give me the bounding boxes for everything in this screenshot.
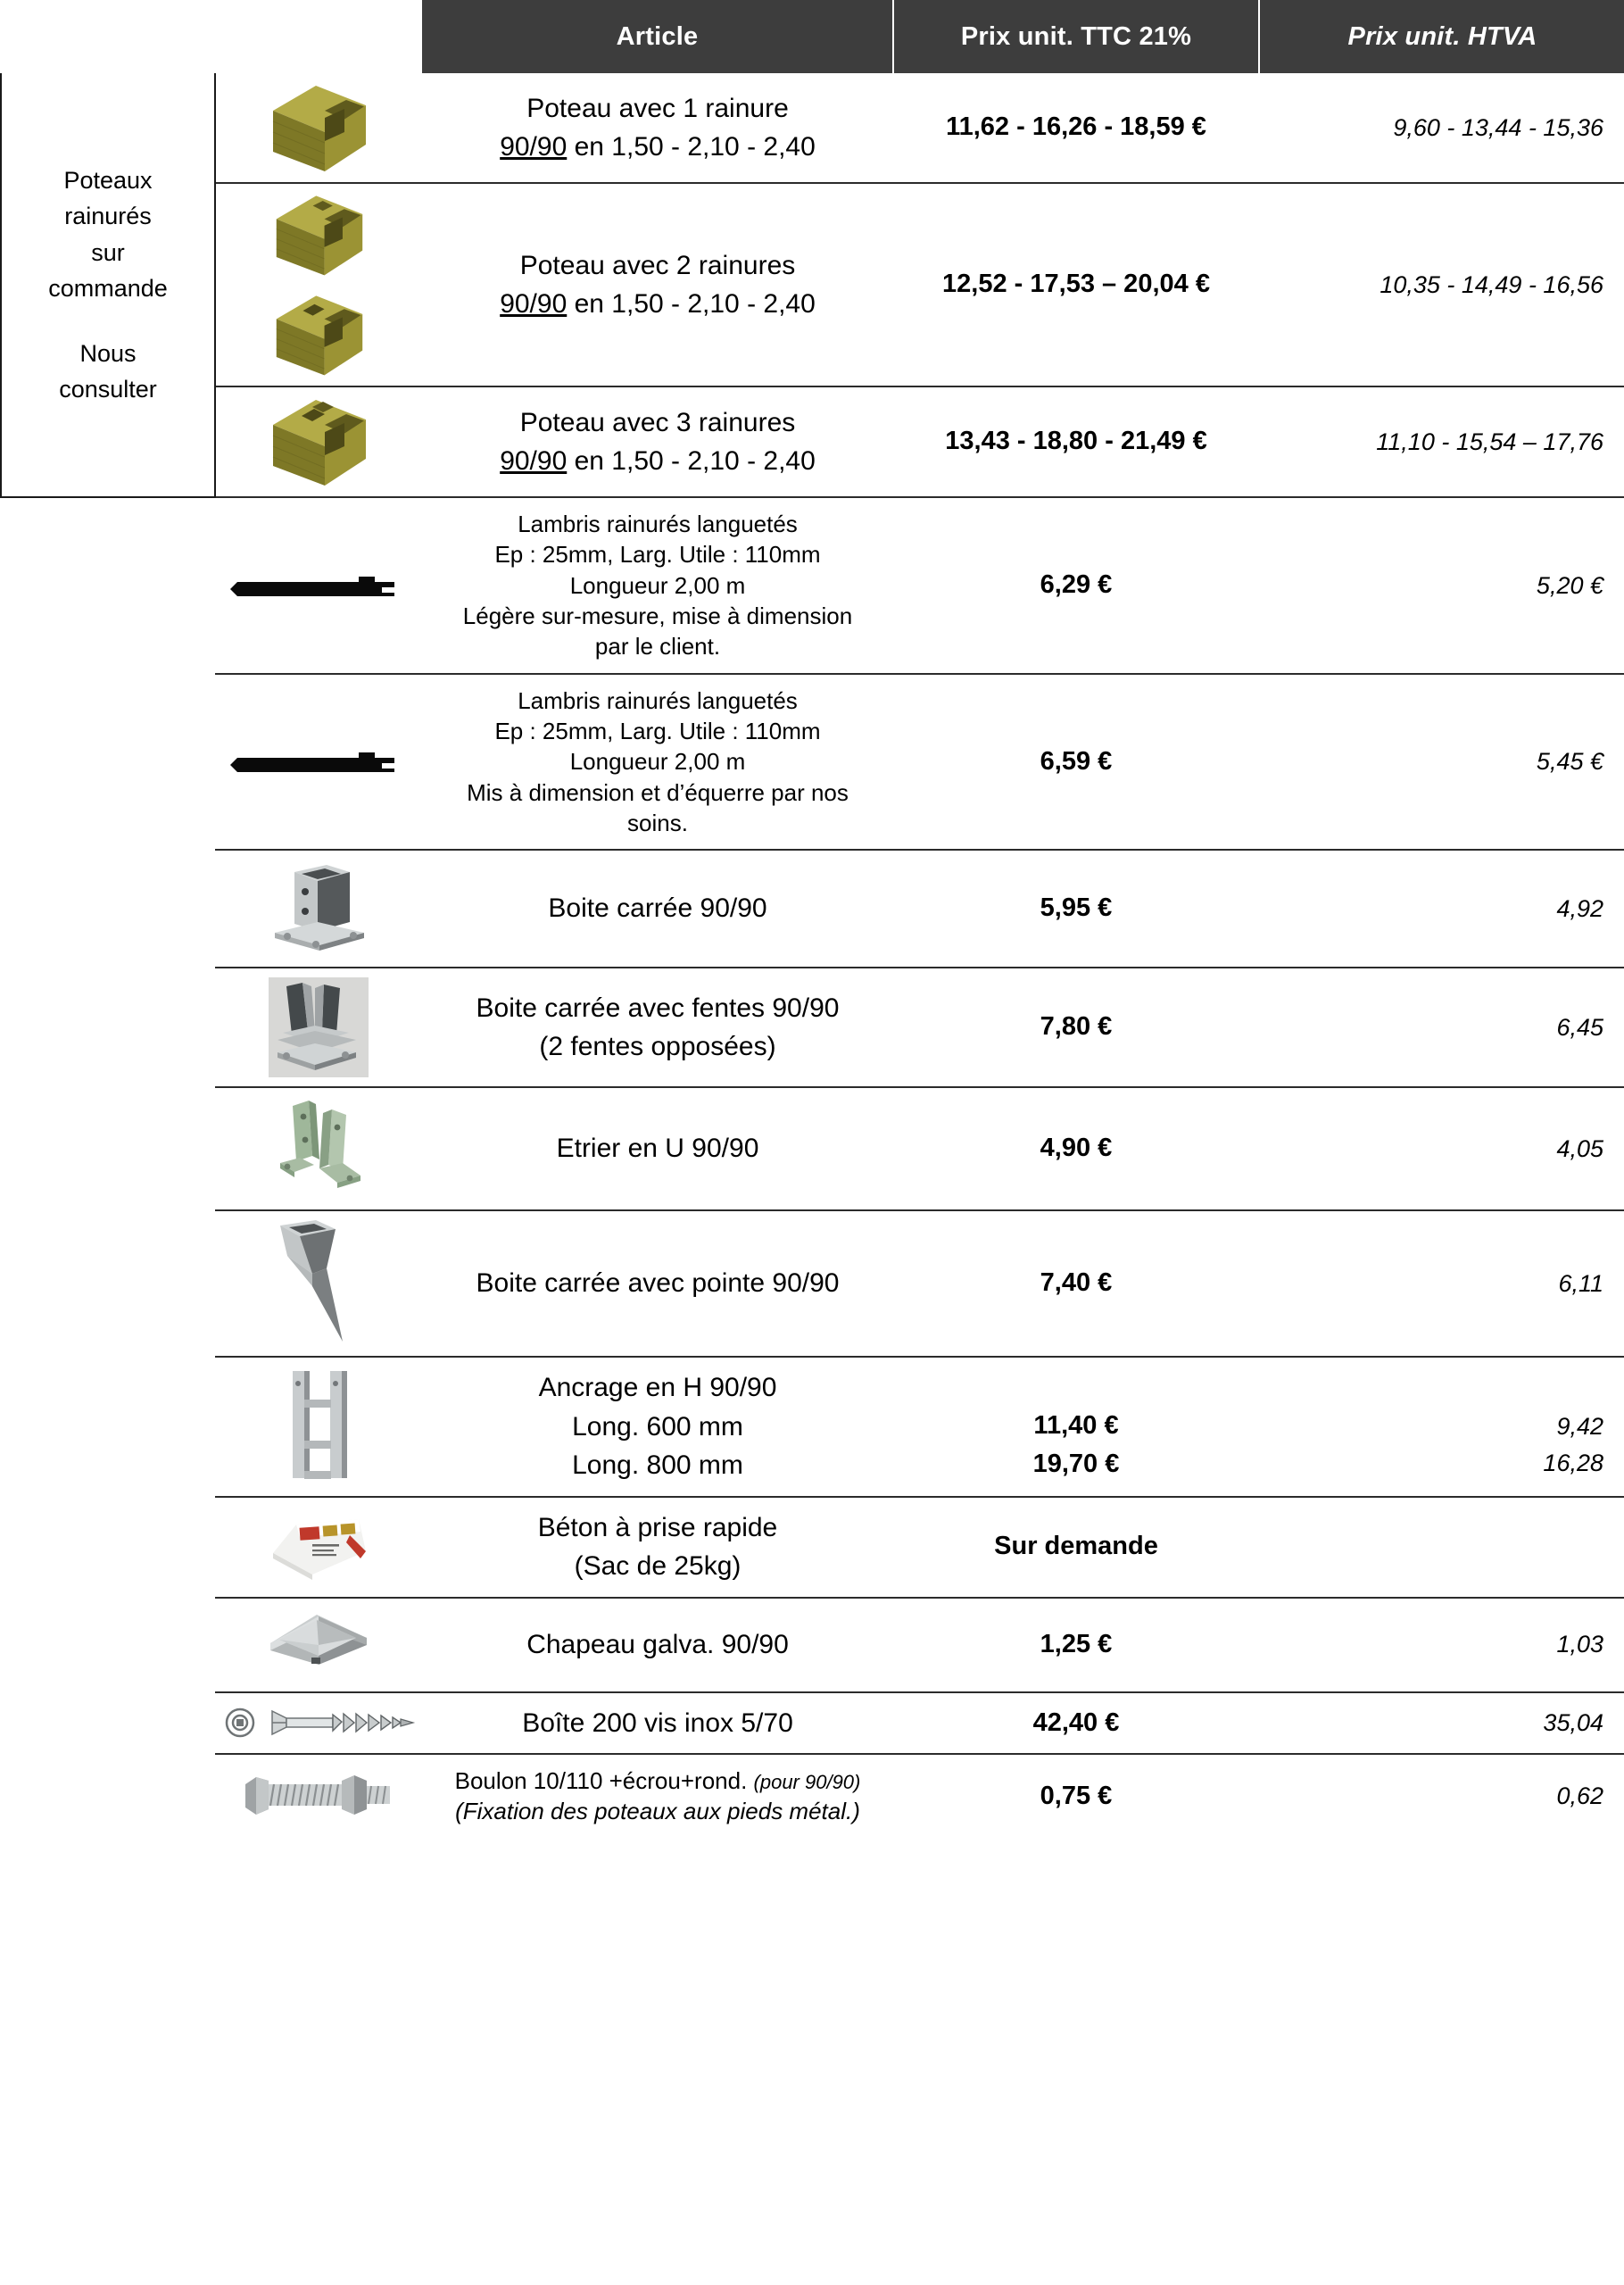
article-cell — [422, 968, 893, 1087]
table-row — [1, 73, 1624, 183]
article-line: Long. 600 mm — [572, 1411, 743, 1442]
table-row — [1, 674, 1624, 851]
article-cell — [422, 674, 893, 851]
price-ttc-cell: 6,29 € — [893, 497, 1259, 674]
article-line: Lambris rainurés languetés — [518, 686, 798, 714]
spacer-cell — [1, 1087, 215, 1210]
price-htva-line: 16,28 — [1543, 1449, 1603, 1476]
table-row — [1, 386, 1624, 497]
side-note-line-3: sur — [91, 238, 125, 266]
table-row — [1, 968, 1624, 1087]
product-image-cell — [215, 1692, 422, 1755]
article-line: Boite carrée avec fentes 90/90 — [476, 993, 840, 1023]
price-htva-line: 9,42 — [1556, 1413, 1603, 1441]
product-image-cell — [215, 1754, 422, 1838]
price-ttc-cell: Sur demande — [893, 1497, 1259, 1598]
article-line: Chapeau galva. 90/90 — [526, 1629, 789, 1659]
side-note-cell — [1, 73, 215, 497]
header-price-htva: Prix unit. HTVA — [1259, 0, 1624, 73]
table-body — [1, 73, 1624, 1838]
side-note-line-6: consulter — [59, 376, 157, 403]
price-htva-cell: 6,45 — [1259, 968, 1624, 1087]
cement-bag-icon — [261, 1512, 377, 1582]
price-ttc-cell: 42,40 € — [893, 1692, 1259, 1755]
spacer-cell — [1, 850, 215, 968]
price-htva-cell: 6,11 — [1259, 1210, 1624, 1357]
price-htva-cell — [1259, 1497, 1624, 1598]
table-row — [1, 1357, 1624, 1497]
article-line: Poteau avec 3 rainures — [519, 407, 796, 437]
article-cell — [422, 850, 893, 968]
bolt-name: Boulon 10/110 +écrou+rond. — [454, 1767, 754, 1795]
table-row — [1, 1692, 1624, 1755]
price-htva-cell: 9,60 - 13,44 - 15,36 — [1259, 73, 1624, 183]
article-line — [436, 128, 879, 167]
spacer-cell — [1, 1692, 215, 1755]
post-base-slotted-icon — [256, 974, 381, 1081]
dimension-suffix: en 1,50 - 2,10 - 2,40 — [567, 446, 816, 476]
article-line: Béton à prise rapide — [537, 1512, 778, 1542]
price-htva-cell: 11,10 - 15,54 – 17,76 — [1259, 386, 1624, 497]
price-htva-cell: 0,62 — [1259, 1754, 1624, 1838]
spacer-cell — [1, 674, 215, 851]
article-line: par le client. — [594, 633, 721, 661]
price-ttc-line: 19,70 € — [1032, 1450, 1120, 1479]
article-line: Poteau avec 1 rainure — [526, 93, 789, 123]
article-cell — [422, 1598, 893, 1692]
product-image-cell — [215, 497, 422, 674]
article-line: (Fixation des poteaux aux pieds métal.) — [455, 1798, 860, 1825]
h-anchor-icon — [269, 1364, 368, 1489]
side-note-line-1: Poteaux — [63, 166, 153, 194]
article-line: (2 fentes opposées) — [539, 1032, 776, 1062]
product-image-cell — [215, 1210, 422, 1357]
dimension-suffix: en 1,50 - 2,10 - 2,40 — [567, 132, 816, 162]
price-ttc-cell: 4,90 € — [893, 1087, 1259, 1210]
article-line — [436, 1766, 879, 1796]
dimension-suffix: en 1,50 - 2,10 - 2,40 — [567, 289, 816, 319]
post-cap-icon — [256, 1604, 381, 1686]
side-note-line-2: rainurés — [64, 203, 152, 229]
price-ttc-cell: 13,43 - 18,80 - 21,49 € — [893, 386, 1259, 497]
article-line: Boite carrée 90/90 — [548, 893, 767, 924]
wood-post-3-grooves-icon — [266, 393, 373, 491]
dimension-code: 90/90 — [500, 289, 568, 319]
product-image-cell — [215, 1357, 422, 1497]
article-line: Ancrage en H 90/90 — [538, 1373, 777, 1403]
spacer-cell — [1, 1598, 215, 1692]
price-ttc-cell: 5,95 € — [893, 850, 1259, 968]
product-image-cell — [215, 1497, 422, 1598]
lambris-profile-icon — [225, 568, 412, 603]
wood-post-2-grooves-icon-alt — [266, 289, 373, 380]
spike-anchor-icon — [261, 1217, 377, 1350]
table-row — [1, 850, 1624, 968]
dimension-code: 90/90 — [500, 446, 568, 476]
price-ttc-cell: 7,40 € — [893, 1210, 1259, 1357]
dimension-code: 90/90 — [500, 132, 568, 162]
table-row — [1, 1754, 1624, 1838]
article-line: (Sac de 25kg) — [574, 1551, 742, 1582]
table-row — [1, 183, 1624, 386]
article-cell — [422, 1357, 893, 1497]
price-htva-cell: 1,03 — [1259, 1598, 1624, 1692]
article-line: Ep : 25mm, Larg. Utile : 110mm — [494, 541, 821, 569]
spacer-cell — [1, 1754, 215, 1838]
product-image-cell — [215, 386, 422, 497]
article-line: Lambris rainurés languetés — [518, 511, 798, 537]
article-line — [436, 442, 879, 481]
article-line: Boîte 200 vis inox 5/70 — [522, 1708, 793, 1738]
price-ttc-cell: 12,52 - 17,53 – 20,04 € — [893, 183, 1259, 386]
price-htva-cell: 4,92 — [1259, 850, 1624, 968]
table-row — [1, 497, 1624, 674]
lambris-profile-icon — [225, 744, 412, 779]
article-line: Long. 800 mm — [572, 1450, 743, 1481]
price-htva-cell — [1259, 1357, 1624, 1497]
article-line: Boite carrée avec pointe 90/90 — [476, 1268, 840, 1299]
spacer-cell — [1, 968, 215, 1087]
post-base-box-icon — [261, 856, 377, 961]
product-image-cell — [215, 1598, 422, 1692]
u-bracket-icon — [261, 1093, 377, 1204]
price-htva-cell: 10,35 - 14,49 - 16,56 — [1259, 183, 1624, 386]
price-htva-cell: 5,45 € — [1259, 674, 1624, 851]
header-price-ttc: Prix unit. TTC 21% — [893, 0, 1259, 73]
header-blank — [1, 0, 422, 73]
article-cell — [422, 497, 893, 674]
price-htva-cell: 35,04 — [1259, 1692, 1624, 1755]
article-line: Longueur 2,00 m — [569, 748, 746, 776]
table-row — [1, 1598, 1624, 1692]
article-cell — [422, 1087, 893, 1210]
article-cell — [422, 1754, 893, 1838]
article-line: Etrier en U 90/90 — [556, 1134, 759, 1164]
article-line — [436, 285, 879, 324]
screw-icon — [220, 1700, 417, 1745]
wood-post-2-grooves-icon — [266, 189, 373, 280]
table-header — [1, 0, 1624, 73]
price-htva-cell: 5,20 € — [1259, 497, 1624, 674]
price-ttc-cell: 0,75 € — [893, 1754, 1259, 1838]
table-row — [1, 1497, 1624, 1598]
price-htva-cell: 4,05 — [1259, 1087, 1624, 1210]
article-line: Poteau avec 2 rainures — [519, 250, 796, 280]
article-cell — [422, 183, 893, 386]
article-cell — [422, 1210, 893, 1357]
article-cell — [422, 1497, 893, 1598]
product-image-cell — [215, 73, 422, 183]
spacer-cell — [1, 497, 215, 674]
product-image-cell — [215, 1087, 422, 1210]
product-image-cell — [215, 674, 422, 851]
product-image-cell — [215, 850, 422, 968]
price-ttc-cell: 1,25 € — [893, 1598, 1259, 1692]
price-ttc-cell: 6,59 € — [893, 674, 1259, 851]
side-note-line-4: commande — [48, 275, 168, 302]
spacer-cell — [1, 1357, 215, 1497]
product-image-cell — [215, 968, 422, 1087]
wood-post-1-groove-icon — [266, 79, 373, 177]
article-cell — [422, 386, 893, 497]
product-image-cell — [215, 183, 422, 386]
header-article: Article — [422, 0, 893, 73]
article-line: Mis à dimension et d’équerre par nos — [467, 778, 849, 806]
header-row — [1, 0, 1624, 73]
article-line: Longueur 2,00 m — [569, 571, 746, 599]
table-row — [1, 1087, 1624, 1210]
article-cell — [422, 1692, 893, 1755]
price-ttc-cell — [893, 1357, 1259, 1497]
price-ttc-cell: 11,62 - 16,26 - 18,59 € — [893, 73, 1259, 183]
price-ttc-cell: 7,80 € — [893, 968, 1259, 1087]
article-cell — [422, 73, 893, 183]
bolt-nut-icon — [229, 1768, 408, 1824]
price-ttc-line: 11,40 € — [1033, 1410, 1119, 1440]
spacer-cell — [1, 1210, 215, 1357]
article-line: Légère sur-mesure, mise à dimension — [462, 602, 853, 629]
side-note-line-5: Nous — [79, 339, 137, 367]
article-line: soins. — [627, 809, 688, 836]
bolt-name-suffix: (pour 90/90) — [753, 1771, 861, 1794]
table-row — [1, 1210, 1624, 1357]
article-line: Ep : 25mm, Larg. Utile : 110mm — [494, 717, 821, 744]
spacer-cell — [1, 1497, 215, 1598]
